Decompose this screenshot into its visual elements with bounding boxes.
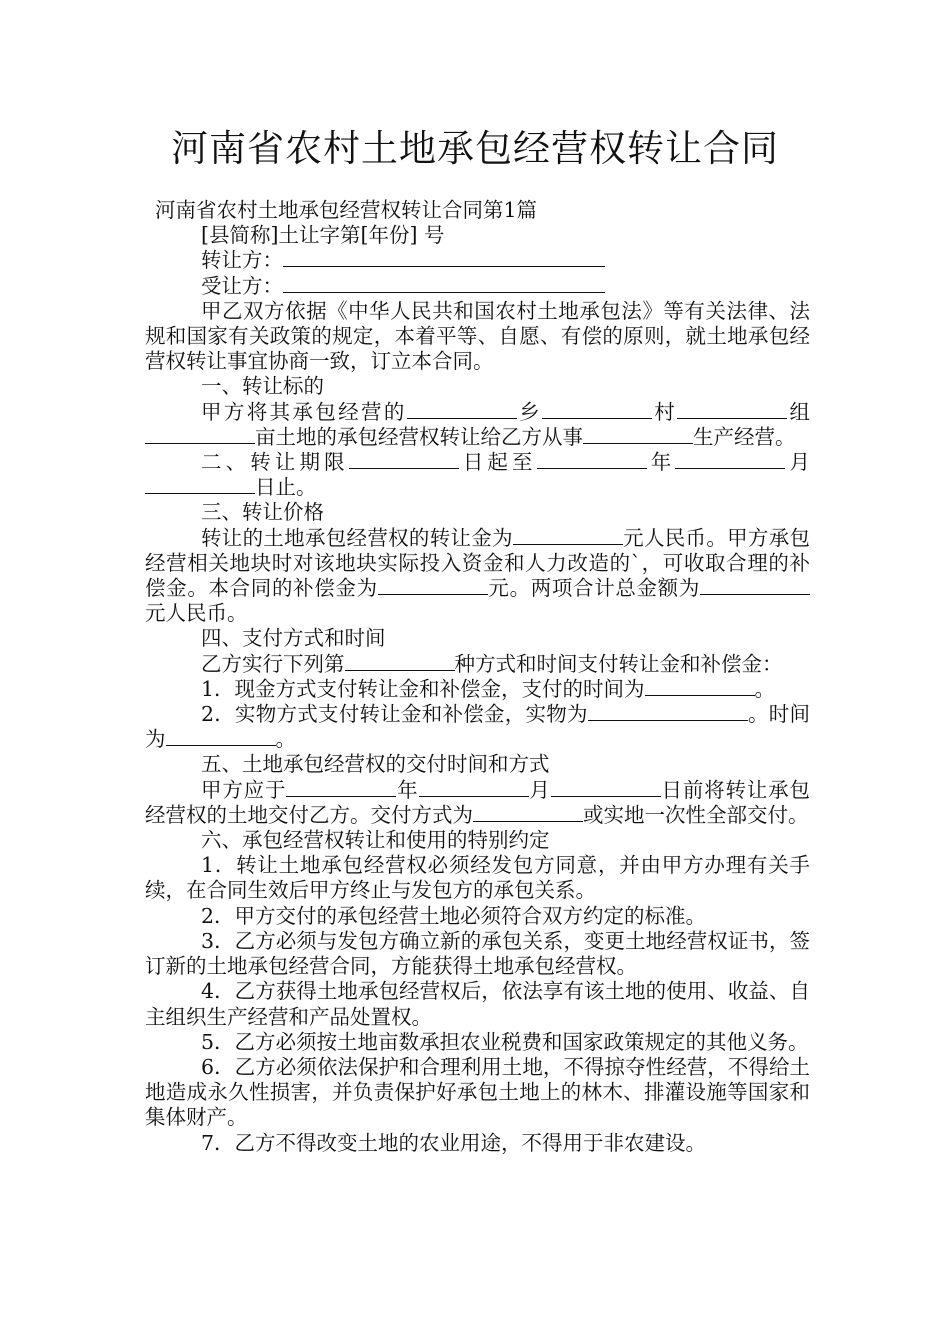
section-4-paragraph: [145, 652, 810, 677]
usage-blank[interactable]: [583, 427, 693, 444]
in-kind-time-blank[interactable]: [166, 729, 276, 746]
s4-item1-text-a: 1．现金方式支付转让金和补偿金，支付的时间为: [201, 676, 645, 701]
transfer-fee-blank[interactable]: [513, 528, 623, 545]
s2-text-d: 月: [785, 450, 811, 475]
special-term-3: 3．乙方必须与发包方确立新的承包关系，变更土地经营权证书，签订新的土地承包经营合同，方能获得土地承包经营权。: [145, 928, 810, 979]
transferor-blank[interactable]: [283, 250, 605, 267]
transferee-line: [145, 274, 810, 299]
s4-item2-text-c: 。: [275, 727, 296, 752]
transferee-blank[interactable]: [283, 276, 605, 293]
compensation-blank[interactable]: [378, 578, 488, 595]
section-2-paragraph: [145, 450, 810, 500]
s5-text-d: 日前将转让承包经营权的土地交付乙方。交付方式为: [145, 777, 811, 827]
delivery-year-blank[interactable]: [286, 780, 396, 797]
village-name-blank[interactable]: [677, 402, 787, 419]
intro-paragraph: 甲乙双方依据《中华人民共和国农村土地承包法》等有关法律、法规和国家有关政策的规定，本着平等、自愿、有偿的原则，就土地承包经营权转让事宜协商一致，订立本合同。: [145, 298, 810, 374]
s5-text-e: 或实地一次性全部交付。: [583, 802, 809, 827]
special-term-2: 2．甲方交付的承包经营土地必须符合双方约定的标准。: [201, 903, 707, 928]
group-blank[interactable]: [145, 427, 255, 444]
section-5-heading: 五、土地承包经营权的交付时间和方式: [201, 752, 550, 777]
s4-text-a: 乙方实行下列第: [201, 651, 345, 676]
s2-text-a: 二、转让期限: [201, 450, 349, 475]
payment-item-2: [145, 702, 810, 752]
s1-text-c: 村: [651, 399, 678, 424]
s2-text-b: 日起至: [458, 450, 537, 475]
document-subtitle: 河南省农村土地承包经营权转让合同第1篇: [155, 198, 538, 222]
payment-item-1: [145, 677, 810, 702]
section-6-heading: 六、承包经营权转让和使用的特别约定: [201, 828, 550, 853]
transferor-line: [145, 248, 810, 273]
section-4-heading: 四、支付方式和时间: [201, 626, 386, 651]
village-blank[interactable]: [542, 402, 652, 419]
special-term-7: 7．乙方不得改变土地的农业用途，不得用于非农建设。: [201, 1130, 707, 1155]
section-3-paragraph: [145, 526, 810, 627]
section-1-paragraph: [145, 400, 810, 450]
s5-text-a: 甲方应于: [201, 777, 287, 802]
s5-text-c: 月: [528, 777, 551, 802]
delivery-month-blank[interactable]: [419, 780, 529, 797]
s1-text-b: 乡: [516, 399, 542, 424]
s4-text-b: 种方式和时间支付转让金和补偿金：: [454, 651, 783, 676]
s1-text-e: 亩土地的承包经营权转让给乙方从事: [255, 424, 583, 449]
delivery-day-blank[interactable]: [551, 780, 661, 797]
payment-option-blank[interactable]: [345, 654, 455, 671]
section-5-paragraph: [145, 778, 810, 828]
delivery-method-blank[interactable]: [473, 805, 583, 822]
s4-item2-text-b: 。时间为: [145, 702, 811, 752]
township-blank[interactable]: [407, 402, 517, 419]
s5-text-b: 年: [396, 777, 419, 802]
s1-text-f: 生产经营。: [693, 424, 796, 449]
special-term-5: 5．乙方必须按土地亩数承担农业税费和国家政策规定的其他义务。: [201, 1029, 809, 1054]
special-term-4: 4．乙方获得土地承包经营权后，依法享有该土地的使用、收益、自主组织生产经营和产品处置权。: [145, 979, 810, 1029]
s3-text-d: 元人民币。: [145, 601, 248, 626]
transferee-label: 受让方：: [201, 273, 283, 298]
special-term-1: 1．转让土地承包经营权必须经发包方同意，并由甲方办理有关手续，在合同生效后甲方终止与发包方的承包关系。: [145, 853, 810, 903]
section-3-heading: 三、转让价格: [201, 500, 324, 525]
s1-text-d: 组: [787, 399, 811, 424]
period-end-day-blank[interactable]: [145, 477, 255, 494]
cash-payment-time-blank[interactable]: [645, 679, 755, 696]
page-title: 河南省农村土地承包经营权转让合同: [171, 127, 779, 170]
s3-text-a: 转让的土地承包经营权的转让金为: [201, 525, 513, 550]
s4-item1-text-b: 。: [754, 676, 776, 701]
document-number: [县简称]土让字第[年份] 号: [201, 223, 445, 248]
period-end-year-blank[interactable]: [537, 452, 647, 469]
s3-text-c: 元。两项合计总金额为: [487, 576, 700, 601]
transferor-label: 转让方：: [201, 248, 283, 273]
s1-text-a: 甲方将其承包经营的: [201, 399, 407, 424]
total-amount-blank[interactable]: [700, 578, 810, 595]
period-start-blank[interactable]: [349, 452, 459, 469]
s2-text-c: 年: [646, 450, 676, 475]
s2-text-e: 日止。: [255, 475, 317, 500]
special-term-6: 6．乙方必须依法保护和合理利用土地，不得掠夺性经营，不得给土地造成永久性损害，并负责保护好承包土地上的林木、排灌设施等国家和集体财产。: [145, 1054, 810, 1130]
document-body: [145, 198, 810, 1156]
s4-item2-text-a: 2．实物方式支付转让金和补偿金，实物为: [201, 702, 588, 727]
in-kind-items-blank[interactable]: [588, 704, 748, 721]
s3-text-b: 元人民币。甲方承包经营相关地块时对该地块实际投入资金和人力改造的`，可收取合理的补偿金。本合同的补偿金为: [145, 525, 810, 601]
section-1-heading: 一、转让标的: [201, 374, 324, 399]
period-end-month-blank[interactable]: [675, 452, 785, 469]
